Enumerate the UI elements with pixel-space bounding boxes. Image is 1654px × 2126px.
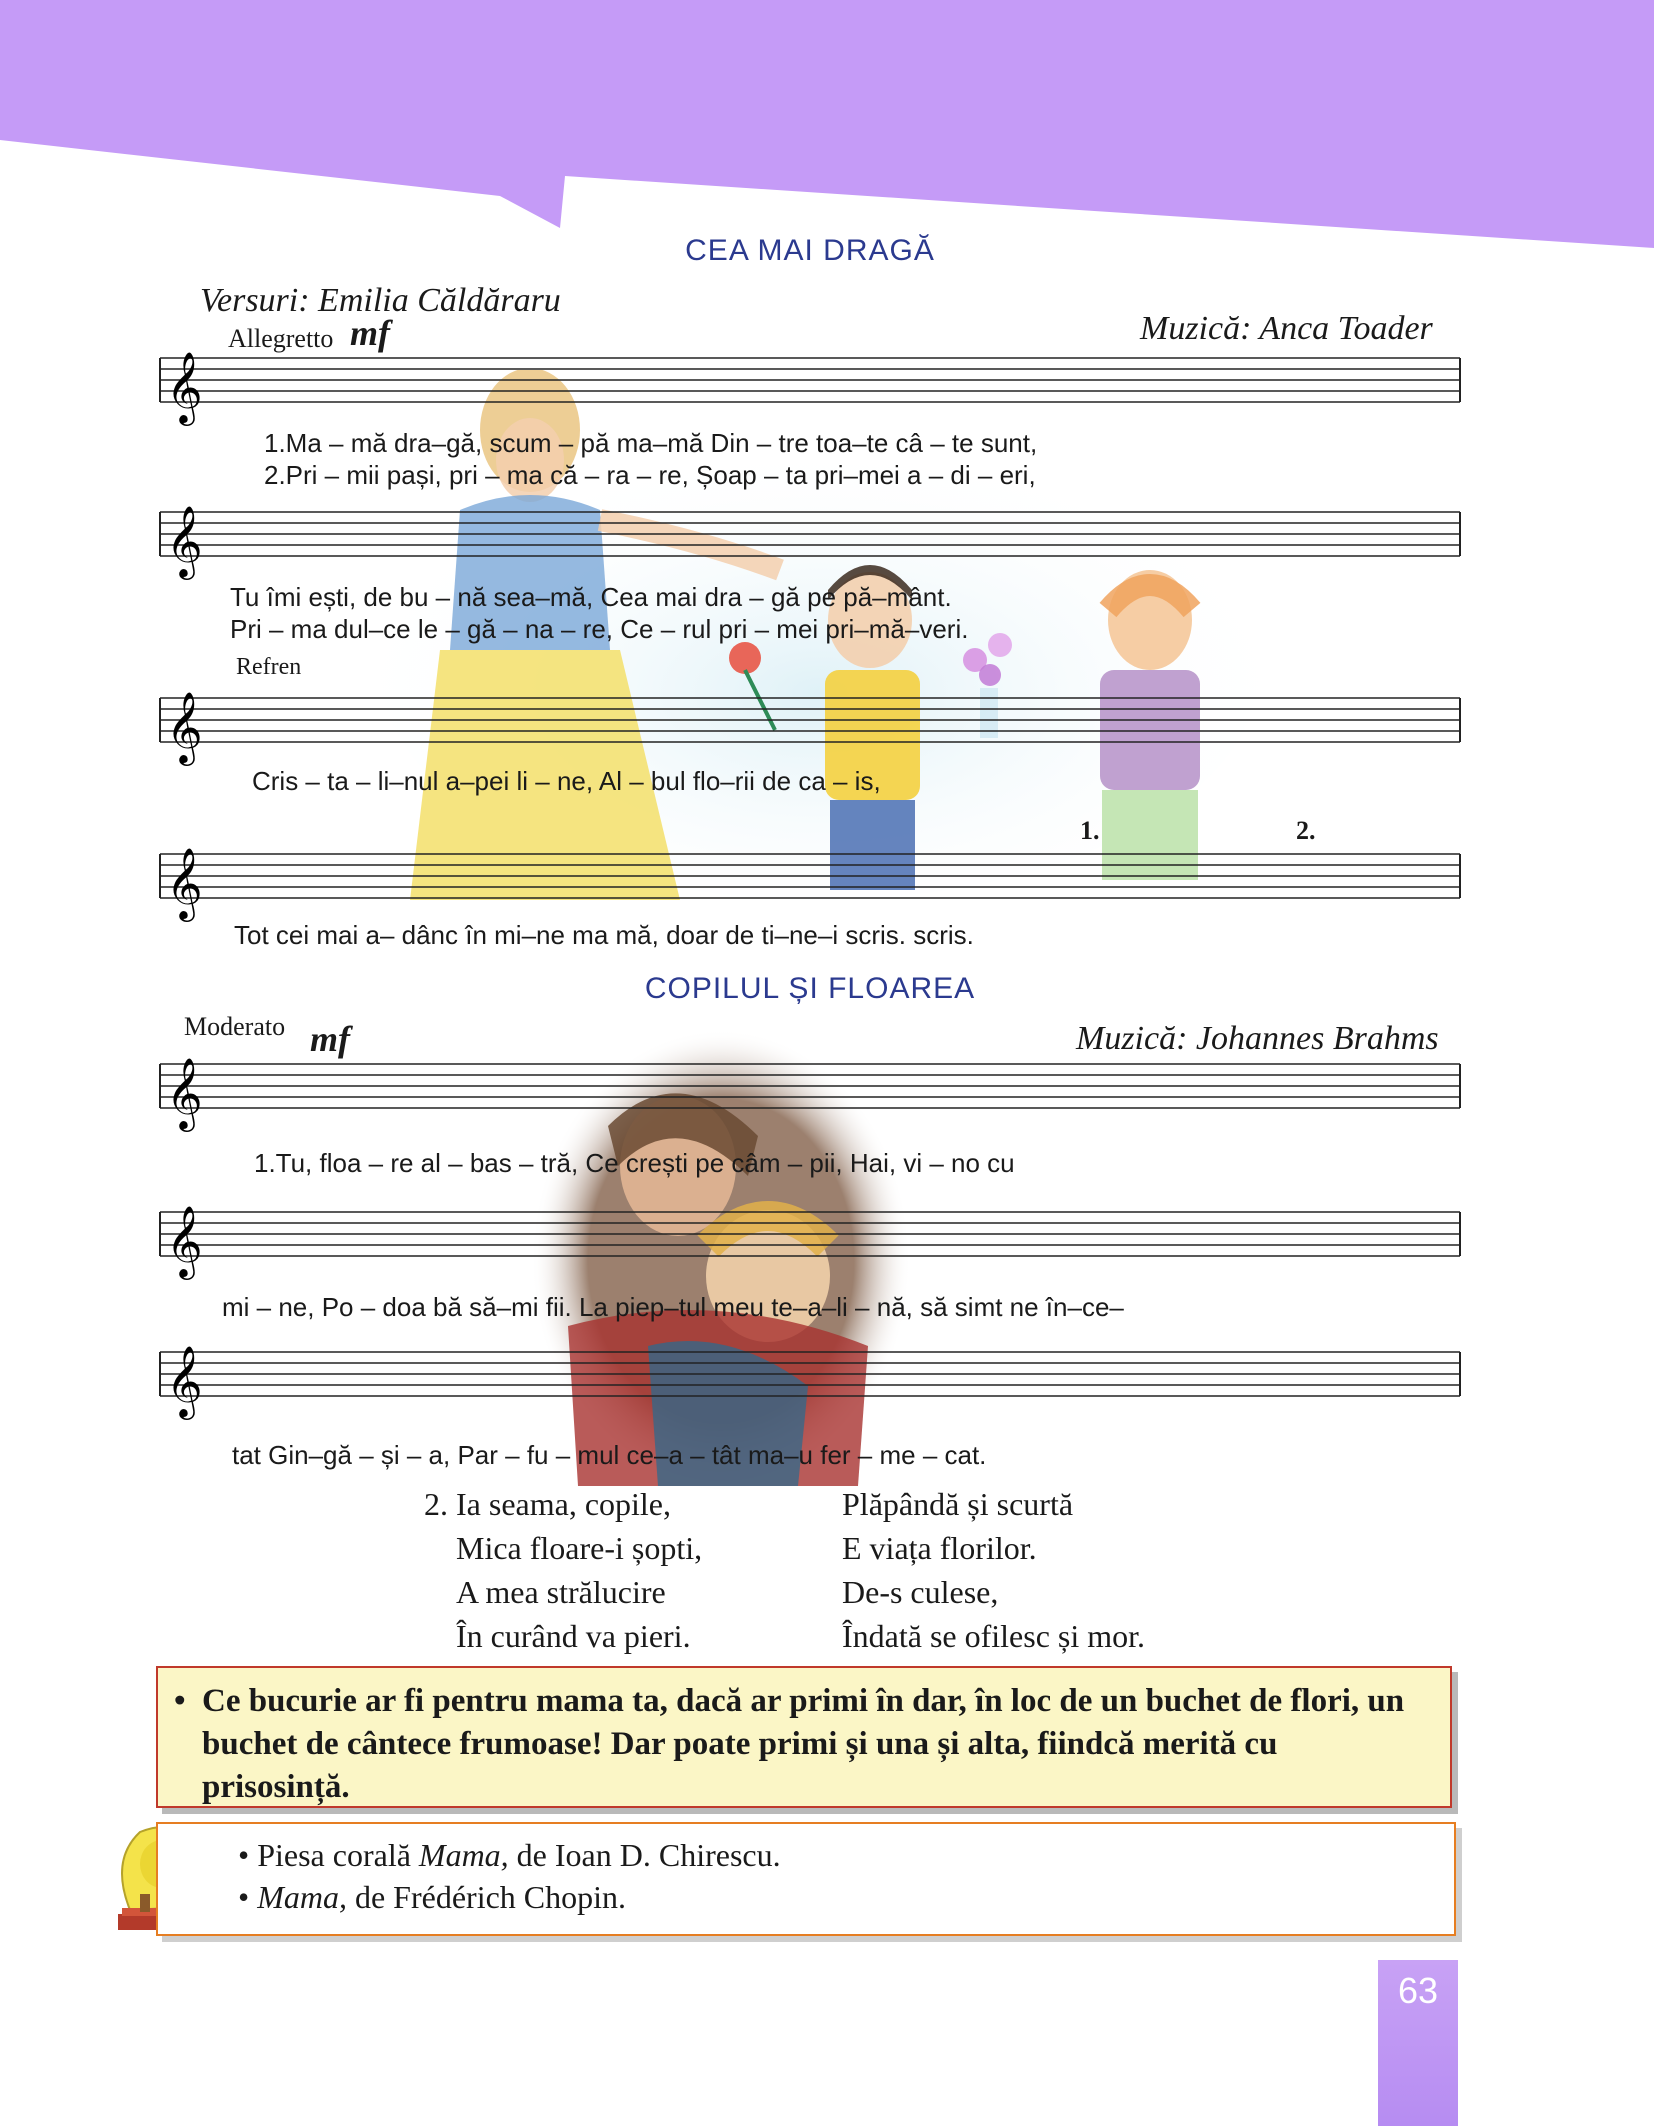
song1-staff-2 <box>160 504 1460 577</box>
song1-composer: Muzică: Anca Toader <box>1140 310 1433 347</box>
treble-clef-icon: 𝄞 <box>166 690 203 763</box>
treble-clef-icon: 𝄞 <box>166 1344 203 1417</box>
song1-lyric-line-3: Tu îmi ești, de bu – nă sea–mă, Cea mai dra – gă pe pă–mânt. <box>230 582 952 612</box>
song2-tempo: Moderato <box>184 1012 286 1041</box>
staff <box>160 846 1460 922</box>
listening-item-1: • Piesa corală Mama, de Ioan D. Chirescu. <box>238 1837 781 1873</box>
song1-lyric-line-2: 2.Pri – mii pași, pri – ma că – ra – re, Șoap – ta pri–mei a – di – eri, <box>264 460 1036 490</box>
mother-gift-note <box>156 1666 1452 1808</box>
song1-lyric-line-5: Cris – ta – li–nul a–pei li – ne, Al – bul flo–rii de ca – is, <box>252 766 881 796</box>
song1-tempo: Allegretto <box>228 324 334 353</box>
song1-lyric-line-6: Tot cei mai a– dânc în mi–ne ma mă, doar de ti–ne–i scris. scris. <box>234 920 974 950</box>
song2-staff-1 <box>160 1056 1460 1129</box>
volta-2: 2. <box>1296 816 1316 845</box>
treble-clef-icon: 𝄞 <box>166 1056 203 1129</box>
song2-lyric-line-3: tat Gin–gă – și – a, Par – fu – mul ce–a – tât ma–u fer – me – cat. <box>232 1440 987 1470</box>
song2-composer: Muzică: Johannes Brahms <box>1076 1020 1439 1057</box>
song2-lyric-line-1: 1.Tu, floa – re al – bas – tră, Ce crești pe câm – pii, Hai, vi – no cu <box>254 1148 1015 1178</box>
bullet-icon: • <box>174 1683 186 1719</box>
note-text: Ce bucurie ar fi pentru mama ta, dacă ar primi în dar, în loc de un buchet de flori, un buchet de cântece frumoase! Dar poate primi și una și alta, fiindcă merită cu prisosință. <box>202 1683 1405 1805</box>
song1-staff-3 <box>160 690 1460 763</box>
song2-staff-2 <box>160 1204 1460 1277</box>
verse-line: Plăpândă și scurtă <box>842 1486 1074 1522</box>
song2-staff-3 <box>160 1344 1460 1417</box>
song2-title: COPILUL ȘI FLOAREA <box>644 972 976 1005</box>
treble-clef-icon: 𝄞 <box>166 846 203 919</box>
refrain-label: Refren <box>236 654 302 680</box>
song1-dynamic: mf <box>350 313 390 353</box>
song1-staff-1 <box>160 350 1460 423</box>
treble-clef-icon: 𝄞 <box>166 350 203 423</box>
treble-clef-icon: 𝄞 <box>166 1204 203 1277</box>
song1-lyric-line-4: Pri – ma dul–ce le – gă – na – re, Ce – rul pri – mei pri–mă–veri. <box>230 614 969 644</box>
verse-line: Îndată se ofilesc și mor. <box>842 1618 1146 1654</box>
song1-staff-4 <box>160 846 1460 919</box>
verse-line: E viața florilor. <box>842 1530 1037 1566</box>
song1-lyricist: Versuri: Emilia Căldăraru <box>200 282 561 319</box>
song2-verse2-left <box>424 1482 702 1658</box>
verse-line: În curând va pieri. <box>456 1618 691 1654</box>
verse-line: 2. Ia seama, copile, <box>424 1486 671 1522</box>
song2-lyric-line-2: mi – ne, Po – doa bă să–mi fii. La piep–tul meu te–a–li – nă, să simt ne în–ce– <box>222 1292 1124 1322</box>
verse-line: A mea strălucire <box>456 1574 666 1610</box>
page-number: 63 <box>1397 1970 1439 2011</box>
song1-lyric-line-1: 1.Ma – mă dra–gă, scum – pă ma–mă Din – tre toa–te câ – te sunt, <box>264 428 1038 458</box>
listening-suggestions <box>156 1822 1456 1936</box>
song2-dynamic: mf <box>310 1019 350 1059</box>
song2-verse2-right <box>842 1482 1145 1658</box>
header-band <box>0 0 1654 250</box>
treble-clef-icon: 𝄞 <box>166 504 203 577</box>
verse-line: Mica floare-i șopti, <box>456 1530 703 1566</box>
verse-line: De-s culese, <box>842 1574 999 1610</box>
listening-item-2: • Mama, de Frédérich Chopin. <box>238 1879 627 1915</box>
volta-1: 1. <box>1080 816 1100 845</box>
song1-title: CEA MAI DRAGĂ <box>685 234 935 267</box>
